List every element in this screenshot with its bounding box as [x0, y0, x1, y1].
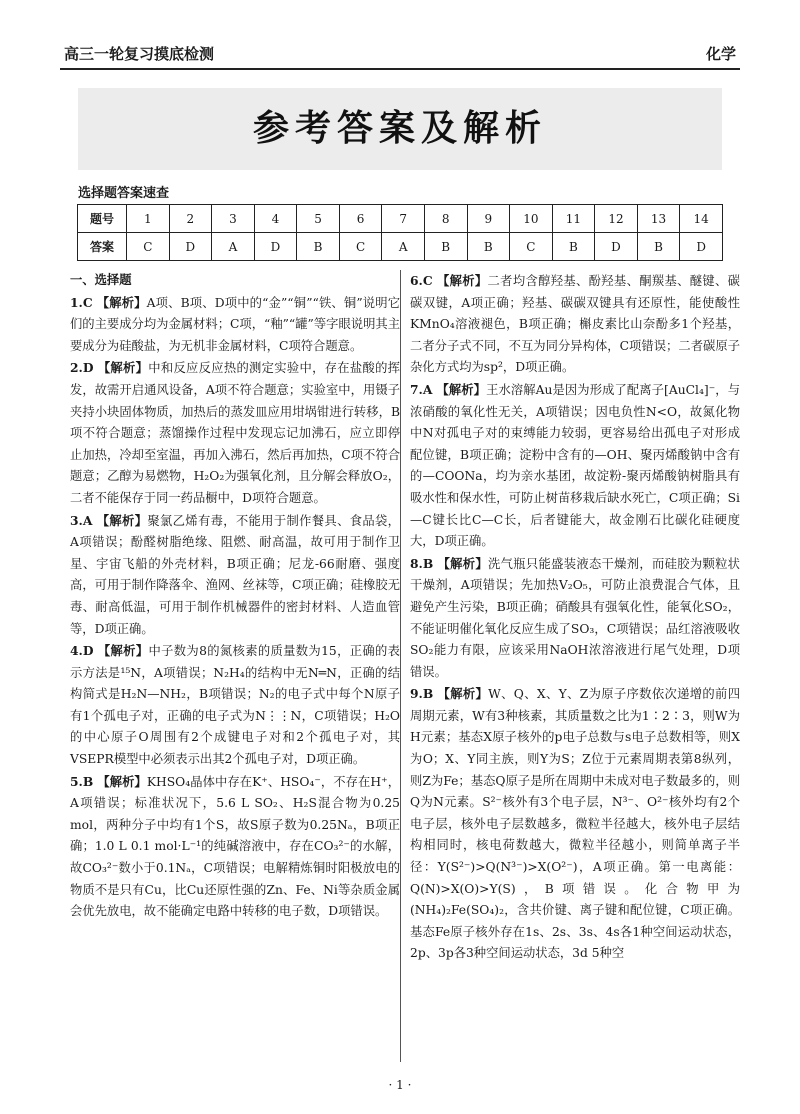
page-header: [60, 38, 740, 70]
answer-cell: C: [510, 233, 553, 261]
answer-cell: B: [467, 233, 510, 261]
analysis-tag: 【解析】: [97, 360, 149, 376]
item-text: 洗气瓶只能盛装液态干燥剂，而硅胶为颗粒状干燥剂，A项错误；先加热V₂O₅，可防止浪费混合气体，且避免产生污染，B项正确；硝酸具有强氧化性，能氧化SO₂，不能证明催化氧化反应生成了SO₃，C项错误；品红溶液吸收SO₂能力有限，应该采用NaOH浓溶液进行尾气处理，D项错误。: [410, 556, 740, 679]
explanation-item: [70, 292, 400, 358]
item-number: 3.: [70, 512, 83, 528]
question-number: 2: [169, 205, 212, 233]
answer-cell: A: [212, 233, 255, 261]
item-number: 6.: [410, 273, 423, 288]
question-number: 8: [424, 205, 467, 233]
explanation-item: [70, 510, 400, 641]
explanation-item: [410, 683, 740, 965]
exam-title: 高三一轮复习摸底检测: [64, 45, 215, 63]
item-answer: C: [422, 273, 433, 288]
analysis-tag: 【解析】: [436, 381, 487, 397]
item-number: 7.: [410, 381, 423, 397]
item-number: 5.: [70, 773, 83, 789]
item-text: 聚氯乙烯有毒，不能用于制作餐具、食品袋，A项错误；酚醛树脂绝缘、阻燃、耐高温，故可用于制作卫星、宇宙飞船的外壳材料，B项正确；尼龙-66耐磨、强度高，可用于制作降落伞、渔网、丝袜等，C项正确；硅橡胶无毒、耐高低温，可用于制作机械器件的密封材料、人造血管等，D项正确。: [70, 513, 400, 636]
item-number: 1.: [70, 294, 83, 310]
analysis-tag: 【解析】: [436, 273, 488, 288]
analysis-tag: 【解析】: [96, 512, 148, 528]
analysis-tag: 【解析】: [437, 555, 489, 571]
item-number: 9.: [410, 686, 423, 702]
item-answer: D: [82, 360, 94, 376]
answer-table: [77, 204, 723, 261]
question-number: 3: [212, 205, 255, 233]
question-number: 4: [254, 205, 297, 233]
page-number: · 1 ·: [388, 1078, 412, 1092]
question-number: 12: [595, 205, 638, 233]
answer-cell: B: [637, 233, 680, 261]
question-number: 9: [467, 205, 510, 233]
item-text: KHSO₄晶体中存在K⁺、HSO₄⁻，不存在H⁺，A项错误；标准状况下，5.6 L SO₂、H₂S混合物为0.25 mol，两种分子中均有1个S，故S原子数为0.25Nₐ，B项正确；1.0 L 0.1 mol·L⁻¹的纯碱溶液中，存在CO₃²⁻的水解，故CO₃²⁻数小于0.1Nₐ，C项错误；电解精炼铜时阳极放电的物质不是只有Cu，比Cu还原性强的Zn、Fe、Ni等杂质金属会优先放电，故不能确定电路中转移的电子数，D项错误。: [70, 774, 400, 919]
answer-cell: B: [552, 233, 595, 261]
item-number: 4.: [70, 643, 83, 659]
analysis-tag: 【解析】: [437, 686, 489, 702]
answer-cell: D: [595, 233, 638, 261]
item-answer: D: [82, 643, 94, 659]
item-text: 中子数为8的氮核素的质量数为15，正确的表示方法是¹⁵N，A项错误；N₂H₄的结构中无N═N，正确的结构简式是H₂N—NH₂，B项错误；N₂的电子式中每个N原子有1个孤电子对，正确的电子式为N⋮⋮N，C项错误；H₂O的中心原子O周围有2个成键电子对和2个孤电子对，其VSEPR模型中必须表示出其2个孤电子对，D项正确。: [70, 644, 400, 767]
row-label: 答案: [78, 233, 127, 261]
item-answer: B: [422, 555, 434, 571]
answer-cell: A: [382, 233, 425, 261]
question-number: 6: [339, 205, 382, 233]
section-title: 一、选择题: [70, 273, 132, 287]
quick-answer-title: 选择题答案速查: [78, 186, 170, 201]
analysis-tag: 【解析】: [97, 643, 149, 659]
item-text: A项、B项、D项中的“金”“铜”“铁、铜”说明它们的主要成分均为金属材料；C项，“釉”“罐”等字眼说明其主要成分为硅酸盐，为无机非金属材料，C项符合题意。: [70, 295, 400, 353]
question-number: 5: [297, 205, 340, 233]
answer-cell: D: [254, 233, 297, 261]
answer-cell: D: [169, 233, 212, 261]
answer-cell: C: [127, 233, 170, 261]
item-number: 8.: [410, 555, 423, 571]
explanation-item: [70, 357, 400, 509]
analysis-tag: 【解析】: [97, 773, 147, 789]
subject-label: 化学: [705, 45, 736, 63]
item-number: 2.: [70, 360, 83, 376]
answer-cell: B: [424, 233, 467, 261]
explanation-item: [410, 379, 740, 553]
explanation-item: [410, 553, 740, 684]
item-answer: C: [82, 294, 93, 310]
answer-cell: C: [339, 233, 382, 261]
question-number: 14: [680, 205, 723, 233]
left-column: [70, 270, 400, 923]
item-answer: B: [422, 686, 434, 702]
item-answer: A: [422, 381, 433, 397]
explanation-item: [410, 270, 740, 379]
question-number: 7: [382, 205, 425, 233]
number-row: [78, 205, 723, 233]
item-answer: A: [82, 512, 93, 528]
answer-cell: B: [297, 233, 340, 261]
question-number: 11: [552, 205, 595, 233]
explanation-item: [70, 771, 400, 923]
answer-banner-title: 参考答案及解析: [78, 88, 722, 170]
item-answer: B: [82, 773, 94, 789]
item-text: 中和反应反应热的测定实验中，存在盐酸的挥发，故需开启通风设备，A项不符合题意；实验室中，用镊子夹持小块固体物质，加热后的蒸发皿应用坩埚钳进行转移，B项不符合题意；蒸馏操作过程中发现忘记加沸石，应立即停止加热，冷却至室温，再加入沸石，然后再加热，C项不符合题意；乙醇为易燃物，H₂O₂为强氧化剂，且分解会释放O₂，二者不能保存于同一药品橱中，D项符合题意。: [70, 361, 400, 505]
column-divider: [400, 270, 401, 1062]
item-text: 王水溶解Au是因为形成了配离子[AuCl₄]⁻，与浓硝酸的氧化性无关，A项错误；因电负性N<O，故氮化物中N对孤电子对的束缚能力较弱，更容易给出孤电子对形成配位键，B项正确；淀粉中含有的—OH、聚丙烯酸钠中含有的—COONa，均为亲水基团，故淀粉-聚丙烯酸钠树脂具有吸水性和保水性，可防止树苗移栽后缺水死亡，C项正确；Si—C键长比C—C长，后者键能大，故金刚石比碳化硅硬度大，D项正确。: [410, 382, 740, 549]
item-text: 二者均含醇羟基、酚羟基、酮羰基、醚键、碳碳双键，A项正确；羟基、碳碳双键具有还原性，能使酸性KMnO₄溶液褪色，B项正确；槲皮素比山奈酚多1个羟基，二者分子式不同，不互为同分异构体，C项错误；二者碳原子杂化方式均为sp²，D项正确。: [410, 274, 740, 375]
question-number: 10: [510, 205, 553, 233]
explanation-item: [70, 640, 400, 771]
analysis-tag: 【解析】: [96, 294, 147, 310]
item-text: W、Q、X、Y、Z为原子序数依次递增的前四周期元素，W有3种核素，其质量数之比为1∶2∶3，则W为H元素；基态X原子核外的p电子总数与s电子总数相等，则X为O；X、Y同主族，则Y为S；Z位于元素周期表第8纵列，则Z为Fe；基态Q原子是所在周期中未成对电子数最多的，则Q为N元素。S²⁻核外有3个电子层，N³⁻、O²⁻核外均有2个电子层，核外电子层数越多，微粒半径越大，核外电子层结构相同时，核电荷数越大，微粒半径越小，则简单离子半径：Y(S²⁻)>Q(N³⁻)>X(O²⁻)，A项正确。第一电离能：Q(N)>X(O)>Y(S)，B项错误。化合物甲为(NH₄)₂Fe(SO₄)₂，含共价键、离子键和配位键，C项正确。基态Fe原子核外存在1s、2s、3s、4s各1种空间运动状态，2p、3p各3种空间运动状态，3d 5种空: [410, 687, 740, 961]
row-label: 题号: [78, 205, 127, 233]
answer-row: [78, 233, 723, 261]
answer-cell: D: [680, 233, 723, 261]
right-column: [410, 270, 740, 965]
question-number: 13: [637, 205, 680, 233]
question-number: 1: [127, 205, 170, 233]
